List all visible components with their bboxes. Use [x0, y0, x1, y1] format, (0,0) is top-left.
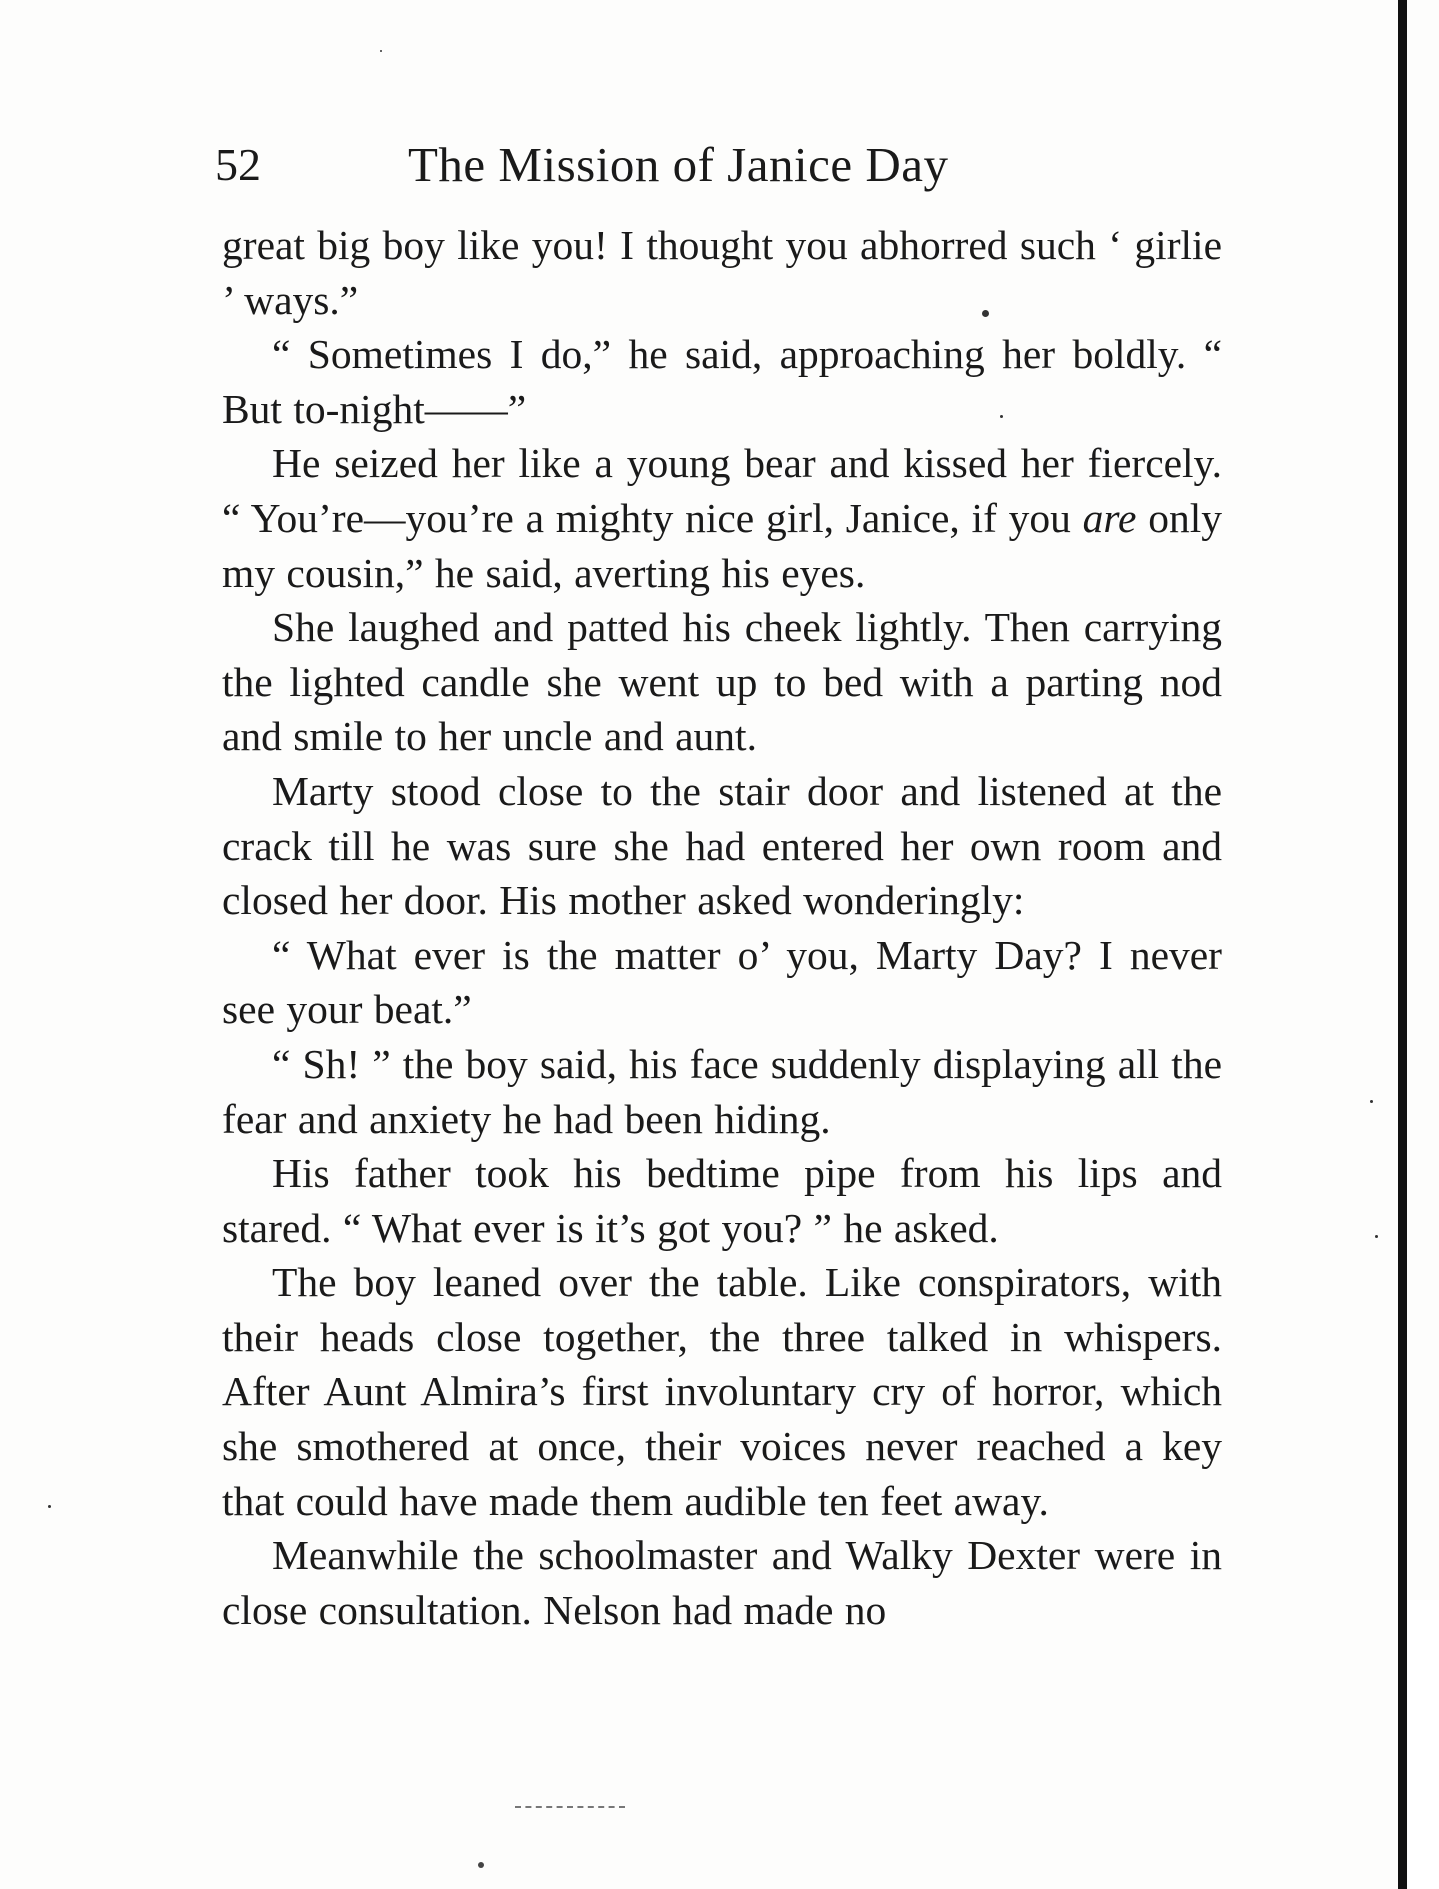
paragraph-10: Meanwhile the schoolmaster and Walky Dexter were in close consultation. Nelson had made no: [222, 1532, 1222, 1633]
paragraph-5: Marty stood close to the stair door and listened at the crack till he was sure she had entered her own room and closed her door. His mother asked wonderingly:: [222, 767, 1222, 924]
paragraph-4: She laughed and patted his cheek lightly. Then carrying the lighted candle she went up to bed with a parting nod and smile to her uncle and aunt.: [222, 604, 1222, 760]
paragraph-1: great big boy like you! I thought you abhorred such ‘ girlie ’ ways.”: [222, 222, 1222, 323]
paragraph-8: His father took his bedtime pipe from his lips and stared. “ What ever is it’s got you? ” he asked.: [222, 1150, 1222, 1251]
page-binding-edge: [1398, 0, 1407, 1889]
ink-speck: [1375, 1235, 1378, 1238]
ink-speck: [1000, 415, 1003, 418]
ink-speck: [380, 50, 382, 52]
running-header: [215, 130, 1235, 200]
body-text: [222, 218, 1222, 1637]
paragraph-6: “ What ever is the matter o’ you, Marty Day? I never see your beat.”: [222, 931, 1222, 1033]
paragraph-2: “ Sometimes I do,” he said, approaching her boldly. “ But to-night——”: [222, 331, 1222, 432]
footer-mark: [478, 1862, 484, 1868]
paragraph-3-end: only my cousin,” he said, averting his eyes.: [222, 494, 1222, 596]
running-title: The Mission of Janice Day: [408, 137, 949, 192]
paragraph-9: The boy leaned over the table. Like conspirators, with their heads close together, the three talked in whispers. After Aunt Almira’s first involuntary cry of horror, which she smothered at once, their voices never reached a key that could have made them audible ten feet away.: [222, 1259, 1222, 1524]
paragraph-3-start: He seized her like a young bear and kissed her fiercely. “ You’re—you’re a mighty nice girl, Janice, if you: [222, 440, 1222, 541]
footer-rule: [515, 1806, 625, 1808]
paragraph-3-italic: are: [1082, 494, 1137, 541]
page-number: 52: [215, 139, 261, 190]
ink-speck: [48, 1505, 51, 1508]
ink-speck: [982, 310, 989, 317]
page-margin-lower-right: [1408, 1600, 1439, 1889]
paragraph-3: [222, 436, 1222, 600]
ink-speck: [1370, 1100, 1373, 1103]
paragraph-7: “ Sh! ” the boy said, his face suddenly displaying all the fear and anxiety he had been hiding.: [222, 1040, 1222, 1142]
